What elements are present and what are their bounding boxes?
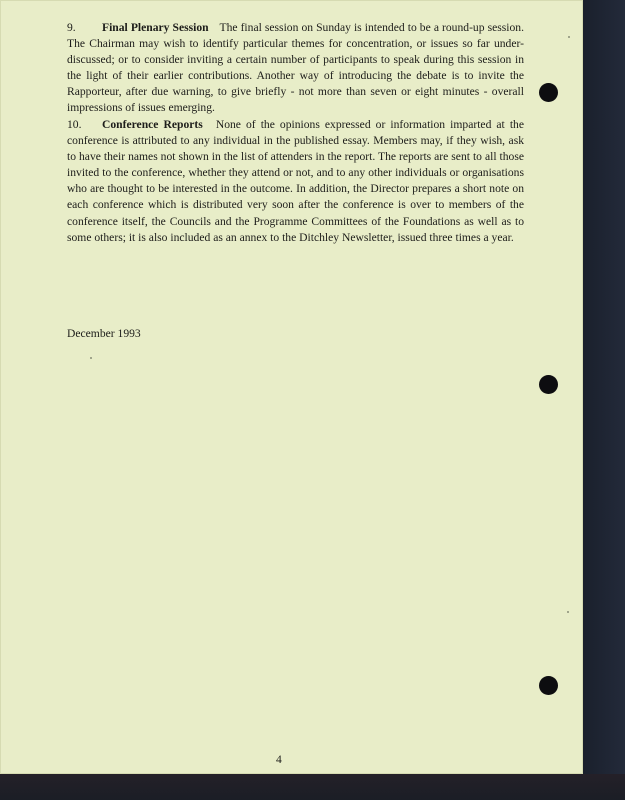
scan-border-right — [583, 0, 625, 800]
paper-speck — [567, 611, 569, 613]
scan-border-bottom — [0, 774, 625, 800]
section-9-heading: Final Plenary Session — [102, 21, 209, 34]
section-10-heading: Conference Reports — [102, 118, 203, 131]
section-9-number: 9. — [67, 21, 76, 34]
section-10-number: 10. — [67, 118, 82, 131]
page-number: 4 — [276, 753, 282, 766]
punch-hole-top — [539, 83, 558, 102]
document-date: December 1993 — [67, 327, 141, 340]
punch-hole-bottom — [539, 676, 558, 695]
punch-hole-middle — [539, 375, 558, 394]
section-10-paragraph — [67, 117, 524, 246]
paper-speck — [568, 36, 570, 38]
section-10-text: None of the opinions expressed or information imparted at the conference is attributed to any individual in the published essay. Members may, if they wish, ask to have their names not shown in the list of attenders in the report. The reports are sent to all those invited to the conference, whether they attend or not, and to any other individuals or organisations who are thought to be interested in the outcome. In addition, the Director prepares a short note on each conference which is distributed very soon after the conference is over to members of the conference itself, the Councils and the Programme Committees of the Foundations as well as to some others; it is also included as an annex to the Ditchley Newsletter, issued three times a year. — [67, 118, 524, 244]
paper-speck — [90, 357, 92, 359]
section-9-paragraph — [67, 20, 524, 117]
section-9-text: The final session on Sunday is intended to be a round-up session. The Chairman may wish to identify particular themes for concentration, or issues so far under-discussed; or to consider inviting a certain number of participants to speak during this session in the light of their earlier contributions. Another way of introducing the debate is to invite the Rapporteur, after due warning, to give briefly - not more than seven or eight minutes - overall impressions of issues emerging. — [67, 21, 524, 115]
